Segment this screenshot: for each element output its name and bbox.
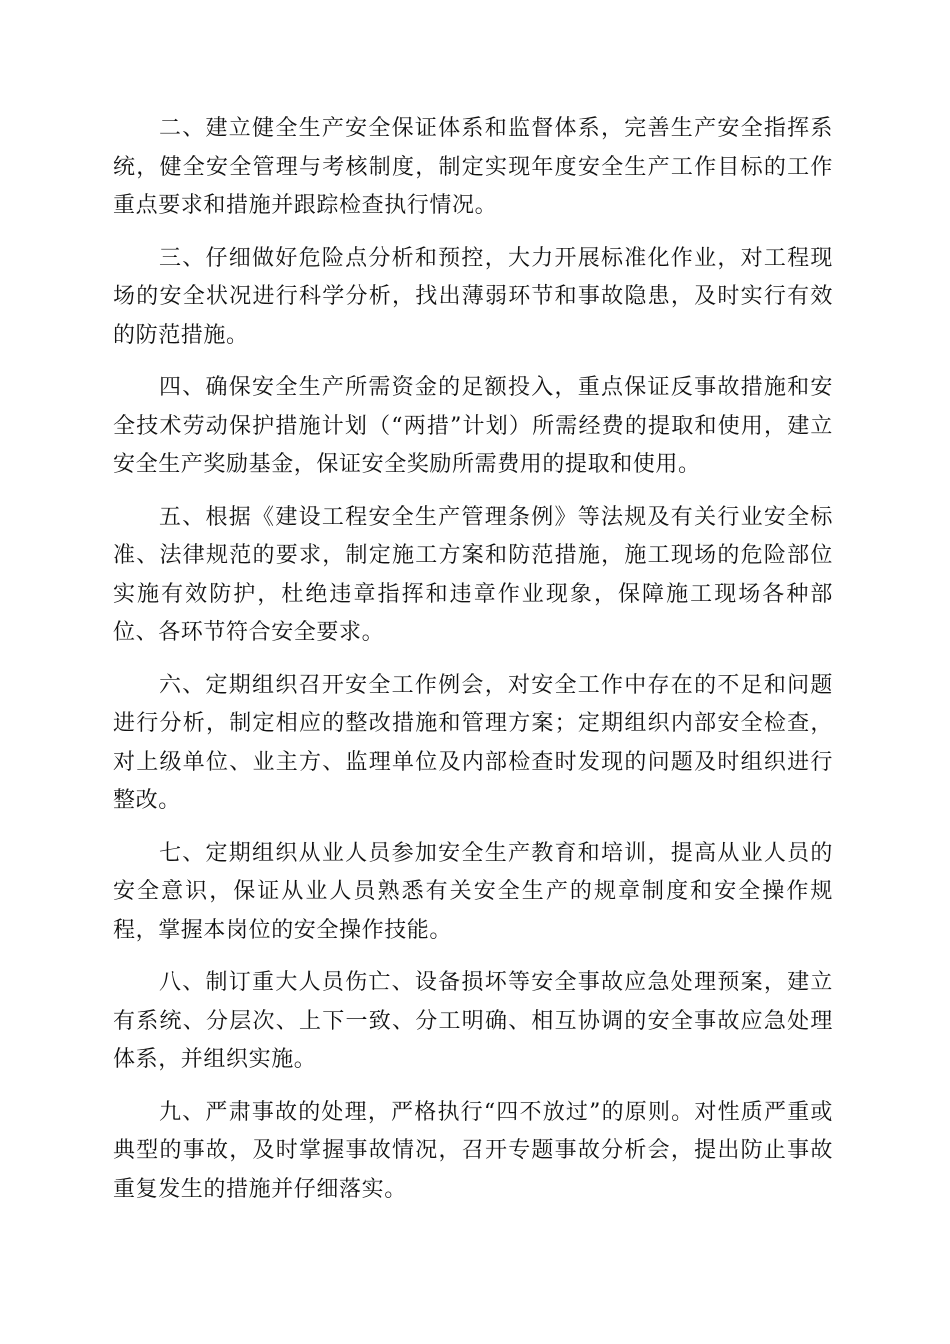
- document-body: [113, 110, 833, 1223]
- paragraph-4: 四、确保安全生产所需资金的足额投入，重点保证反事故措施和安全技术劳动保护措施计划（“两措”计划）所需经费的提取和使用，建立安全生产奖励基金，保证安全奖励所需费用的提取和使用。: [113, 375, 833, 477]
- paragraph-2: 二、建立健全生产安全保证体系和监督体系，完善生产安全指挥系统，健全安全管理与考核制度，制定实现年度安全生产工作目标的工作重点要求和措施并跟踪检查执行情况。: [113, 116, 833, 218]
- paragraph-8: 八、制订重大人员伤亡、设备损坏等安全事故应急处理预案，建立有系统、分层次、上下一致、分工明确、相互协调的安全事故应急处理体系，并组织实施。: [113, 970, 833, 1072]
- paragraph-6: 六、定期组织召开安全工作例会，对安全工作中存在的不足和问题进行分析，制定相应的整改措施和管理方案；定期组织内部安全检查，对上级单位、业主方、监理单位及内部检查时发现的问题及时组织进行整改。: [113, 672, 833, 813]
- paragraph-9: 九、严肃事故的处理，严格执行“四不放过”的原则。对性质严重或典型的事故，及时掌握事故情况，召开专题事故分析会，提出防止事故重复发生的措施并仔细落实。: [113, 1099, 833, 1202]
- paragraph-7: 七、定期组织从业人员参加安全生产教育和培训，提高从业人员的安全意识，保证从业人员熟悉有关安全生产的规章制度和安全操作规程，掌握本岗位的安全操作技能。: [113, 840, 833, 943]
- paragraph-3: 三、仔细做好危险点分析和预控，大力开展标准化作业，对工程现场的安全状况进行科学分析，找出薄弱环节和事故隐患，及时实行有效的防范措施。: [113, 245, 833, 348]
- paragraph-5: 五、根据《建设工程安全生产管理条例》等法规及有关行业安全标准、法律规范的要求，制定施工方案和防范措施，施工现场的危险部位实施有效防护，杜绝违章指挥和违章作业现象，保障施工现场各种部位、各环节符合安全要求。: [113, 504, 833, 645]
